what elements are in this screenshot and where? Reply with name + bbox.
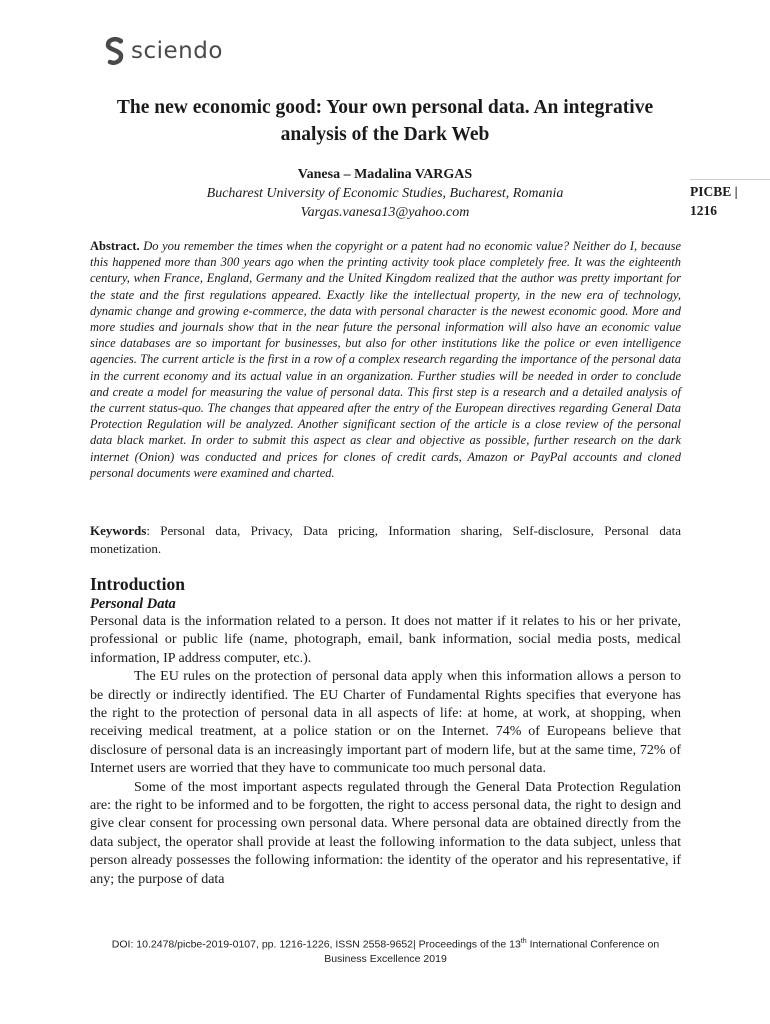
- author-affiliation: Bucharest University of Economic Studies, Bucharest, Romania: [206, 186, 564, 201]
- page-footer: [90, 935, 681, 966]
- sciendo-logo-icon: [104, 36, 126, 66]
- author-name: Vanesa – Madalina VARGAS: [297, 167, 473, 182]
- keywords: [90, 522, 681, 558]
- paragraph: The EU rules on the protection of personal data apply when this information allows a person to be directly or indirectly identified. The EU Charter of Fundamental Rights specifies that everyone has the right to the protection of personal data in all aspects of life: at home, at work, at shopping, when receiving medical treatment, at a police station or on the Internet. 74% of Europeans believe that disclosure of personal data is an increasingly important part of modern life, but at the same time, 72% of Internet users are worried that they have to communicate too much personal data.: [90, 669, 681, 777]
- side-divider: [690, 179, 770, 180]
- publisher-name: sciendo: [131, 38, 223, 64]
- abstract-text: Do you remember the times when the copyright or a patent had no economic value? Neither do I, because this happened more than 300 years ago when the printing activity took place completely free. It was the eighteenth century, when France, England, Germany and the United Kingdom realized that the author was pretty important for the state and the first regulations appeared. Exactly like the intellectual property, in the new era of technology, dynamic change and growing e-commerce, the data with personal character is the newest economic good. More and more studies and journals show that in the near future the personal information will also have an economic value since databases are so important for businesses, but also for other institutions like the police or even intelligence agencies. The current article is the first in a row of a complex research regarding the importance of the personal data in the current economy and its actual value in an organization. Further studies will be needed in order to conclude and create a model for measuring the value of personal data. This first step is a research and a detailed analysis of the current status-quo. The changes that appeared after the entry of the European directives regarding General Data Protection Regulation will be analyzed. Another significant section of the article is a close review of the personal data black market. In order to submit this aspect as clear and objective as possible, further research on the dark internet (Onion) was conducted and prices for clones of credit cards, Amazon or PayPal accounts and cloned personal documents were examined and charted.: [90, 239, 681, 480]
- footer-superscript: th: [520, 938, 527, 945]
- page-side-label: PICBE | 1216: [690, 184, 738, 218]
- keywords-text: : Personal data, Privacy, Data pricing, Information sharing, Self-disclosure, Personal data monetization.: [90, 523, 681, 556]
- paper-title: The new economic good: Your own personal data. An integrative analysis of the Dark Web: [116, 97, 654, 145]
- publisher-logo: [104, 34, 223, 68]
- section-heading: Introduction: [90, 574, 185, 594]
- footer-conference-text: International Conference on Business Excellence 2019: [324, 938, 660, 965]
- author-email: Vargas.vanesa13@yahoo.com: [300, 205, 470, 220]
- paragraph: Personal data is the information related to a person. It does not matter if it relates to his or her private, professional or public life (name, photograph, email, bank information, social media posts, medical information, IP address computer, etc.).: [90, 614, 681, 666]
- keywords-label: Keywords: [90, 523, 147, 538]
- paragraph: Some of the most important aspects regulated through the General Data Protection Regulation are: the right to be informed and to be forgotten, the right to access personal data, the right to design and give clear consent for processing own personal data. Where personal data are obtained directly from the data subject, the operator shall provide at least the following information to the data subject, unless that person already possesses the following information: the identity of the operator and his representative, if any; the purpose of data: [90, 779, 681, 887]
- body-text: [90, 613, 681, 889]
- abstract-label: Abstract.: [90, 239, 140, 253]
- footer-doi-text: DOI: 10.2478/picbe-2019-0107, pp. 1216-1226, ISSN 2558-9652| Proceedings of the 13: [111, 938, 521, 951]
- abstract: [90, 238, 681, 481]
- subsection-heading: Personal Data: [90, 596, 176, 612]
